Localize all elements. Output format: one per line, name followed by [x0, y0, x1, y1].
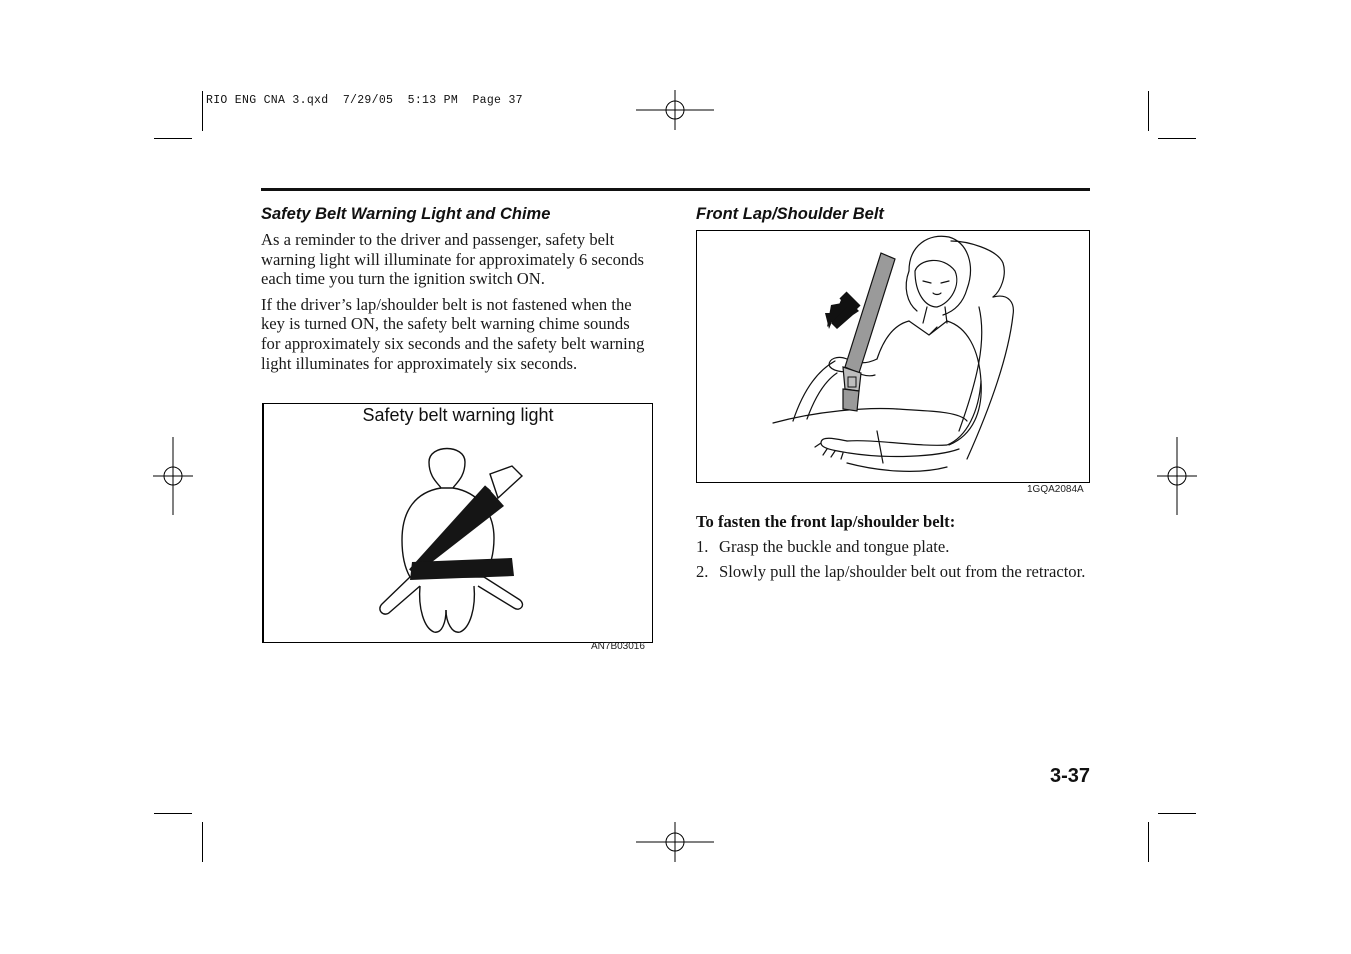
step-text: Slowly pull the lap/shoulder belt out from the retractor. [719, 561, 1086, 581]
step-text: Grasp the buckle and tongue plate. [719, 537, 950, 556]
instructions-title: To fasten the front lap/shoulder belt: [696, 512, 956, 531]
figure-code: 1GQA2084A [1027, 484, 1084, 495]
figure-code: AN7B03016 [591, 641, 645, 652]
registration-mark-top [636, 90, 714, 130]
registration-mark-left [153, 437, 193, 515]
section-heading-warning-light: Safety Belt Warning Light and Chime [261, 205, 551, 223]
page-number: 3-37 [1050, 765, 1091, 787]
paragraph: As a reminder to the driver and passenger, safety belt warning light will illuminate for approximately 6 seconds each time you turn the ignition switch ON. [261, 230, 644, 289]
seated-person-fastening-belt-illustration [697, 231, 1089, 482]
figure-seatbelt-warning-light [262, 403, 653, 643]
instruction-steps [696, 537, 1090, 586]
paragraph: If the driver’s lap/shoulder belt is not fastened when the key is turned ON, the safety belt warning chime sounds for approximately six seconds and the safety belt warning light illuminates for approximately six seconds. [261, 294, 645, 373]
step-number: 1. [696, 537, 709, 556]
seatbelt-warning-icon [372, 440, 552, 636]
registration-mark-right [1157, 437, 1197, 515]
list-item [696, 537, 1090, 557]
list-item [696, 562, 1090, 582]
header-rule [261, 188, 1090, 191]
registration-mark-bottom [636, 822, 714, 862]
warning-light-description [261, 230, 651, 379]
figure-front-lap-shoulder-belt [696, 230, 1090, 483]
figure-label: Safety belt warning light [362, 405, 554, 425]
section-heading-front-belt: Front Lap/Shoulder Belt [696, 205, 884, 223]
slug-line: RIO ENG CNA 3.qxd 7/29/05 5:13 PM Page 37 [206, 94, 523, 107]
step-number: 2. [696, 561, 709, 581]
